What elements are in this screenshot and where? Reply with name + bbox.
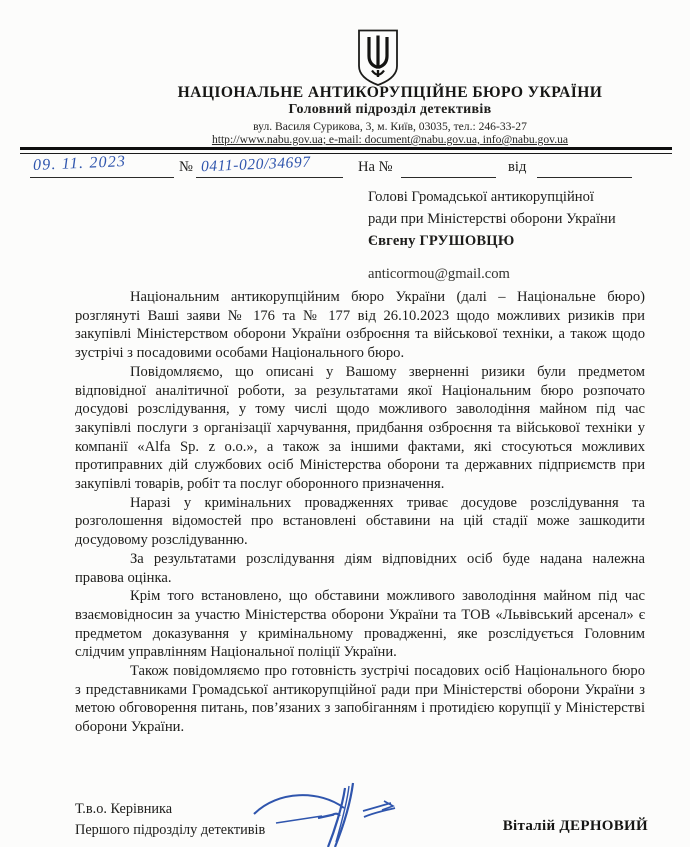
signer-position-line2: Першого підрозділу детективів xyxy=(75,821,266,838)
signature-ink-icon xyxy=(248,780,398,847)
paragraph: Повідомляємо, що описані у Вашому зверненні ризики були предметом відповідної аналітичної роботи, за результатами якої Національним бюро розпочато досудові розслідування, у тому числі щодо можливого заволодіння майном під час закупівлі послуги з організації харчування, придбання озброєння та військової техніки у компанії «Alfa Sp. z o.o.», а також за іншими фактами, які стосуються можливих протиправних дій службових осіб Міністерства оборони та державних підприємств при закупівлі товарів, робіт та послуг оборонного призначення. xyxy=(75,363,645,493)
number-label: № xyxy=(179,159,193,175)
paragraph: Національним антикорупційним бюро України (далі – Національне бюро) розглянуті Ваші заяви № 176 та № 177 від 26.10.2023 щодо можливих ризиків при закупівлі Міністерством оборони України озброєння та військової техніки, а також щодо зустрічі з посадовими особами Національного бюро. xyxy=(75,289,645,362)
date-blank-line xyxy=(30,177,174,178)
department-name: Головний підрозділ детективів xyxy=(288,102,492,117)
signer-position xyxy=(75,799,265,840)
handwritten-date: 09. 11. 2023 xyxy=(32,153,127,174)
paragraph: Крім того встановлено, що обставини можливого заволодіння майном під час взаємовідносин за участю Міністерства оборони України та ТОВ «Львівський арсенал» є предметом доказування у кримінальному провадженні, яке розслідується Головним слідчим управлінням Національної поліції України. xyxy=(75,588,645,661)
org-name: НАЦІОНАЛЬНЕ АНТИКОРУПЦІЙНЕ БЮРО УКРАЇНИ xyxy=(177,84,603,101)
signer-name: Віталій ДЕРНОВИЙ xyxy=(502,818,648,834)
paragraph: Також повідомляємо про готовність зустрічі посадових осіб Національного бюро з представниками Громадської антикорупційної ради при Міністерстві оборони України з метою обговорення питань, пов’язаних з запобіганням і протидією корупції у Міністерстві оборони України. xyxy=(75,663,645,736)
recipient-line1: Голові Громадської антикорупційної xyxy=(368,189,594,205)
from-date-label: від xyxy=(508,159,527,175)
handwritten-number: 0411-020/34697 xyxy=(200,153,312,176)
signer-position-line1: Т.в.о. Керівника xyxy=(75,801,173,817)
paragraph: За результатами розслідування діям відповідних осіб буде надана належна правова оцінка. xyxy=(75,550,645,586)
reference-row xyxy=(0,153,690,186)
number-blank-line xyxy=(196,177,343,178)
reply-to-label: На № xyxy=(358,159,393,175)
recipient-line2: ради при Міністерстві оборони України xyxy=(368,211,616,227)
reply-blank-line xyxy=(401,177,496,178)
contacts-line: http://www.nabu.gov.ua; e-mail: document@nabu.gov.ua, info@nabu.gov.ua xyxy=(211,133,569,146)
letter-body xyxy=(75,288,645,737)
recipient-name: Євгену ГРУШОВЦЮ xyxy=(368,233,515,249)
from-blank-line xyxy=(537,177,632,178)
recipient-block xyxy=(368,186,658,285)
letterhead-rule-thick xyxy=(20,147,672,150)
paragraph: Наразі у кримінальних провадженнях триває досудове розслідування та розголошення відомостей про встановлені обставини на цій стадії може зашкодити досудовому розслідуванню. xyxy=(75,494,645,549)
ukraine-trident-emblem-icon xyxy=(356,29,400,86)
recipient-email: anticormou@gmail.com xyxy=(368,266,510,282)
address-line: вул. Василя Сурикова, 3, м. Київ, 03035, тел.: 246-33-27 xyxy=(253,120,527,133)
